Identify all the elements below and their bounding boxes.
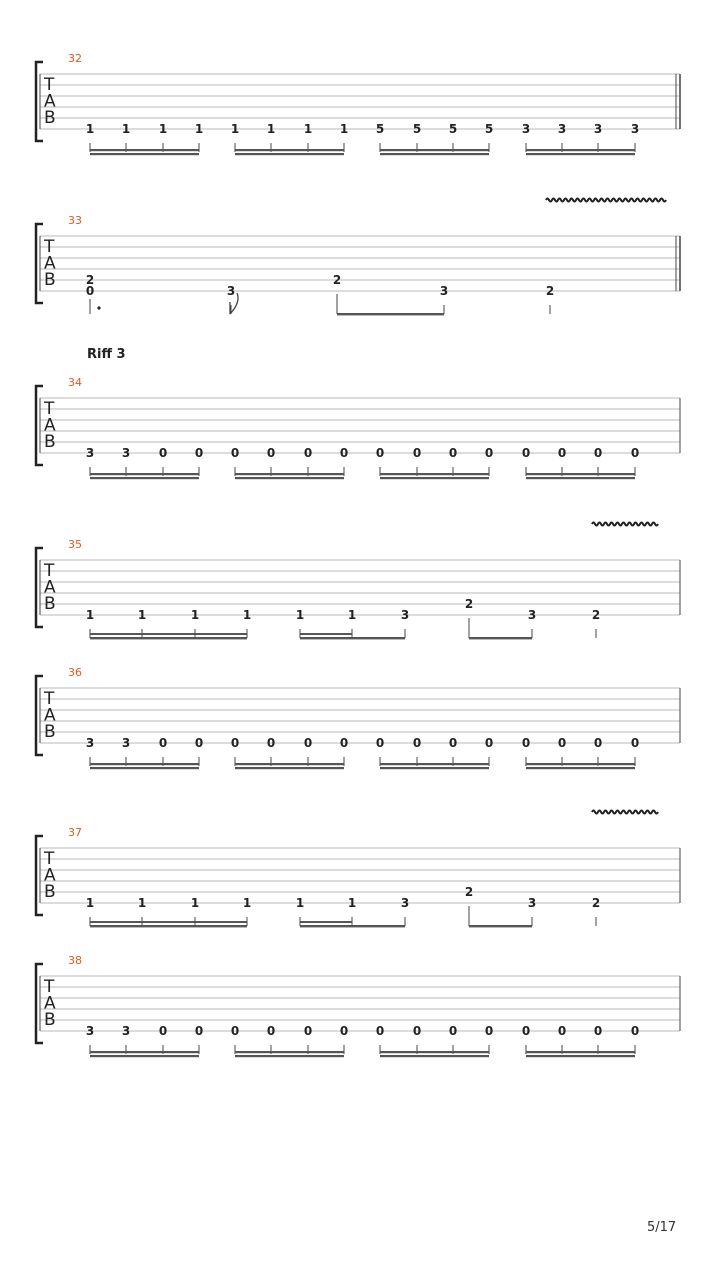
fret-number: 1 (85, 896, 95, 910)
fret-number: 1 (295, 608, 305, 622)
beam-secondary (235, 1055, 344, 1057)
beam-secondary (380, 1055, 489, 1057)
fret-number: 3 (121, 1024, 131, 1038)
tab-clef-letter: B (44, 432, 56, 452)
fret-number: 1 (266, 122, 276, 136)
fret-number: 3 (85, 736, 95, 750)
fret-number: 2 (85, 273, 95, 287)
beam-primary (352, 637, 405, 639)
beam-secondary (90, 477, 199, 479)
fret-number: 0 (557, 446, 567, 460)
fret-number: 1 (85, 608, 95, 622)
fret-number: 0 (448, 736, 458, 750)
fret-number: 0 (375, 736, 385, 750)
tab-clef-letter: A (44, 415, 56, 436)
tab-clef-letter: B (44, 1010, 56, 1030)
fret-number: 0 (194, 446, 204, 460)
fret-number: 5 (448, 122, 458, 136)
fret-number: 2 (591, 896, 601, 910)
fret-number: 1 (121, 122, 131, 136)
beam-secondary (300, 633, 352, 635)
tab-clef-letter: A (44, 577, 56, 598)
beam-primary (235, 149, 344, 151)
fret-number: 1 (194, 122, 204, 136)
fret-number: 0 (593, 446, 603, 460)
beam-primary (235, 1051, 344, 1053)
beam-primary (526, 1051, 635, 1053)
fret-number: 0 (230, 1024, 240, 1038)
measure-number: 38 (68, 954, 82, 967)
fret-number: 0 (593, 1024, 603, 1038)
section-label: Riff 3 (87, 347, 126, 362)
tab-clef-letter: T (44, 977, 55, 997)
measure-number: 36 (68, 666, 82, 679)
beam-primary (380, 763, 489, 765)
fret-number: 2 (591, 608, 601, 622)
beam-secondary (90, 153, 199, 155)
beam-primary (90, 1051, 199, 1053)
tab-clef-letter: A (44, 91, 56, 112)
fret-number: 1 (339, 122, 349, 136)
fret-number: 0 (230, 446, 240, 460)
fret-number: 0 (303, 736, 313, 750)
fret-number: 0 (448, 446, 458, 460)
fret-number: 1 (158, 122, 168, 136)
fret-number: 3 (439, 284, 449, 298)
fret-number: 3 (593, 122, 603, 136)
beam-primary (526, 149, 635, 151)
beam-secondary (300, 921, 352, 923)
fret-number: 3 (121, 736, 131, 750)
fret-number: 0 (194, 736, 204, 750)
fret-number: 0 (158, 1024, 168, 1038)
tab-clef-letter: B (44, 722, 56, 742)
measure-number: 34 (68, 376, 82, 389)
beam-primary (352, 925, 405, 927)
fret-number: 0 (230, 736, 240, 750)
fret-number: 0 (630, 446, 640, 460)
dot-mark (97, 306, 100, 309)
fret-number: 2 (545, 284, 555, 298)
beam-secondary (90, 633, 247, 635)
beam-secondary (526, 767, 635, 769)
beam-primary (300, 925, 352, 927)
beam-primary (90, 637, 247, 639)
fret-number: 0 (521, 1024, 531, 1038)
beam-secondary (380, 767, 489, 769)
tab-clef-letter: B (44, 270, 56, 290)
fret-number: 3 (521, 122, 531, 136)
beam-primary (90, 763, 199, 765)
fret-number: 3 (527, 608, 537, 622)
tab-clef-letter: T (44, 849, 55, 869)
beam-primary (235, 763, 344, 765)
fret-number: 1 (137, 608, 147, 622)
tab-clef-letter: T (44, 399, 55, 419)
tab-clef-letter: A (44, 993, 56, 1014)
fret-number: 0 (266, 446, 276, 460)
beam-primary (380, 149, 489, 151)
beam-primary (300, 637, 352, 639)
fret-number: 0 (630, 736, 640, 750)
fret-number: 1 (190, 896, 200, 910)
fret-number: 0 (593, 736, 603, 750)
fret-number: 3 (226, 284, 236, 298)
fret-number: 0 (158, 446, 168, 460)
beam-secondary (90, 1055, 199, 1057)
vibrato-mark (546, 199, 666, 202)
measure-number: 37 (68, 826, 82, 839)
fret-number: 3 (557, 122, 567, 136)
tab-clef-letter: T (44, 689, 55, 709)
beam-primary (526, 763, 635, 765)
tab-clef-letter: A (44, 253, 56, 274)
beam-primary (380, 1051, 489, 1053)
page-number: 5/17 (647, 1220, 677, 1235)
beam-secondary (380, 477, 489, 479)
fret-number: 0 (266, 736, 276, 750)
tab-clef-letter: T (44, 237, 55, 257)
fret-number: 0 (630, 1024, 640, 1038)
beam-secondary (90, 921, 247, 923)
fret-number: 3 (121, 446, 131, 460)
beam-primary (90, 473, 199, 475)
fret-number: 1 (303, 122, 313, 136)
fret-number: 1 (242, 608, 252, 622)
fret-number: 0 (412, 446, 422, 460)
fret-number: 0 (484, 736, 494, 750)
fret-number: 0 (375, 446, 385, 460)
fret-number: 0 (303, 1024, 313, 1038)
tab-clef-letter: T (44, 561, 55, 581)
tab-clef-letter: B (44, 108, 56, 128)
fret-number: 0 (339, 446, 349, 460)
beam-primary (469, 637, 532, 639)
beam-primary (337, 313, 444, 315)
beam-primary (469, 925, 532, 927)
fret-number: 2 (464, 597, 474, 611)
fret-number: 0 (448, 1024, 458, 1038)
beam-primary (380, 473, 489, 475)
fret-number: 0 (412, 1024, 422, 1038)
fret-number: 1 (137, 896, 147, 910)
vibrato-mark (592, 811, 658, 814)
fret-number: 0 (412, 736, 422, 750)
vibrato-mark (592, 523, 658, 526)
fret-number: 0 (521, 736, 531, 750)
beam-primary (90, 925, 247, 927)
fret-number: 3 (400, 896, 410, 910)
fret-number: 2 (464, 885, 474, 899)
fret-number: 0 (484, 1024, 494, 1038)
fret-number: 0 (158, 736, 168, 750)
fret-number: 1 (85, 122, 95, 136)
fret-number: 1 (230, 122, 240, 136)
fret-number: 0 (484, 446, 494, 460)
fret-number: 0 (375, 1024, 385, 1038)
fret-number: 0 (521, 446, 531, 460)
fret-number: 3 (630, 122, 640, 136)
measure-number: 33 (68, 214, 82, 227)
beam-secondary (526, 1055, 635, 1057)
fret-number: 3 (527, 896, 537, 910)
tab-clef-letter: A (44, 865, 56, 886)
beam-secondary (90, 767, 199, 769)
tab-clef-letter: B (44, 594, 56, 614)
fret-number: 0 (339, 1024, 349, 1038)
measure-number: 32 (68, 52, 82, 65)
fret-number: 0 (339, 736, 349, 750)
beam-secondary (235, 153, 344, 155)
beam-secondary (526, 153, 635, 155)
fret-number: 0 (557, 1024, 567, 1038)
fret-number: 3 (85, 446, 95, 460)
fret-number: 1 (347, 896, 357, 910)
fret-number: 0 (85, 284, 95, 298)
beam-secondary (235, 477, 344, 479)
fret-number: 1 (242, 896, 252, 910)
fret-number: 5 (412, 122, 422, 136)
fret-number: 3 (85, 1024, 95, 1038)
fret-number: 0 (557, 736, 567, 750)
beam-primary (90, 149, 199, 151)
beam-secondary (380, 153, 489, 155)
beam-secondary (526, 477, 635, 479)
tab-clef-letter: T (44, 75, 55, 95)
fret-number: 1 (190, 608, 200, 622)
tab-clef-letter: A (44, 705, 56, 726)
fret-number: 1 (347, 608, 357, 622)
fret-number: 0 (194, 1024, 204, 1038)
fret-number: 5 (484, 122, 494, 136)
beam-primary (235, 473, 344, 475)
beam-primary (526, 473, 635, 475)
fret-number: 2 (332, 273, 342, 287)
beam-secondary (235, 767, 344, 769)
fret-number: 3 (400, 608, 410, 622)
fret-number: 0 (266, 1024, 276, 1038)
measure-number: 35 (68, 538, 82, 551)
tab-clef-letter: B (44, 882, 56, 902)
fret-number: 1 (295, 896, 305, 910)
fret-number: 5 (375, 122, 385, 136)
fret-number: 0 (303, 446, 313, 460)
